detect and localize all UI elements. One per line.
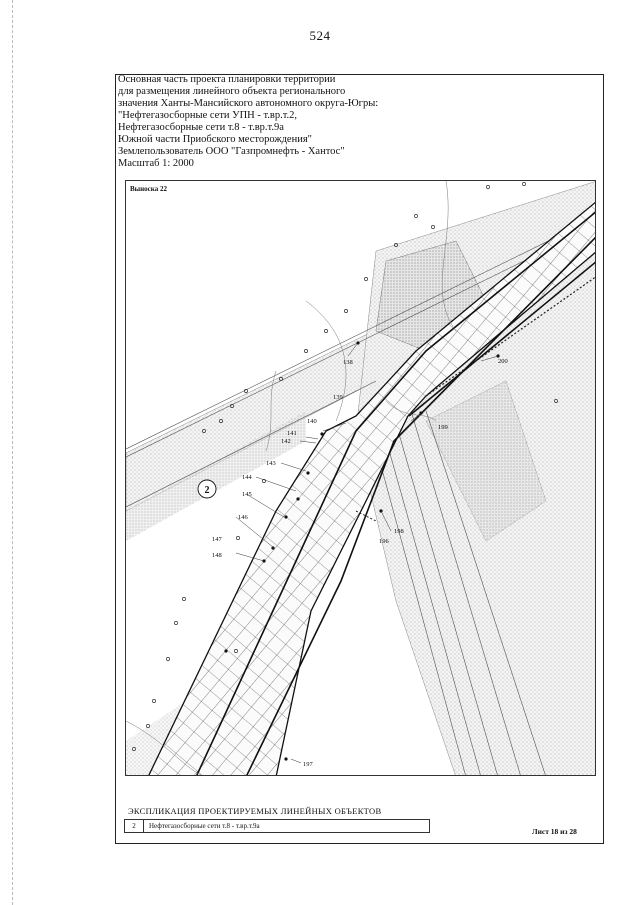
point-label: 200 xyxy=(498,358,508,365)
scale-line: Масштаб 1: 2000 xyxy=(118,158,194,169)
point-label: 199 xyxy=(438,424,448,431)
land-user-line: Землепользователь ООО "Газпромнефть - Хантос" xyxy=(118,146,345,157)
explication-title: ЭКСПЛИКАЦИЯ ПРОЕКТИРУЕМЫХ ЛИНЕЙНЫХ ОБЪЕКТОВ xyxy=(128,806,382,816)
scan-edge-line xyxy=(12,0,14,905)
point-label: 141 xyxy=(287,430,297,437)
planning-map xyxy=(125,180,596,776)
title-line: Южной части Приобского месторождения" xyxy=(118,134,312,145)
point-label: 140 xyxy=(307,418,317,425)
title-block xyxy=(118,74,418,170)
explication-row-number: 2 xyxy=(125,820,144,832)
callout-label: Выноска 22 xyxy=(130,185,167,193)
title-line: Основная часть проекта планировки территории xyxy=(118,74,336,85)
title-line: для размещения линейного объекта регионального xyxy=(118,86,346,97)
point-label: 145 xyxy=(242,491,252,498)
point-label: 146 xyxy=(238,514,248,521)
point-label: 147 xyxy=(212,536,222,543)
point-label: 144 xyxy=(242,474,252,481)
point-label: 142 xyxy=(281,438,291,445)
point-label: 196 xyxy=(379,538,389,545)
point-label: 197 xyxy=(303,761,313,768)
sheet-number-label: Лист 18 из 28 xyxy=(532,827,577,836)
object-marker xyxy=(198,480,216,498)
explication-row-name: Нефтегазосборные сети т.8 - т.вр.т.9а xyxy=(149,822,260,830)
point-label: 138 xyxy=(343,359,353,366)
explication-row xyxy=(124,819,430,833)
point-label: 198 xyxy=(394,528,404,535)
map-drawing xyxy=(126,181,596,776)
title-line: "Нефтегазосборные сети УПН - т.вр.т.2, xyxy=(118,110,298,121)
page-number: 524 xyxy=(309,28,331,43)
point-label: 139 xyxy=(333,394,343,401)
title-line: Нефтегазосборные сети т.8 - т.вр.т.9а xyxy=(118,122,284,133)
point-label: 148 xyxy=(212,552,222,559)
object-marker-number: 2 xyxy=(204,485,210,496)
point-label: 143 xyxy=(266,460,276,467)
title-line: значения Ханты-Мансийского автономного округа-Югры: xyxy=(118,98,379,109)
